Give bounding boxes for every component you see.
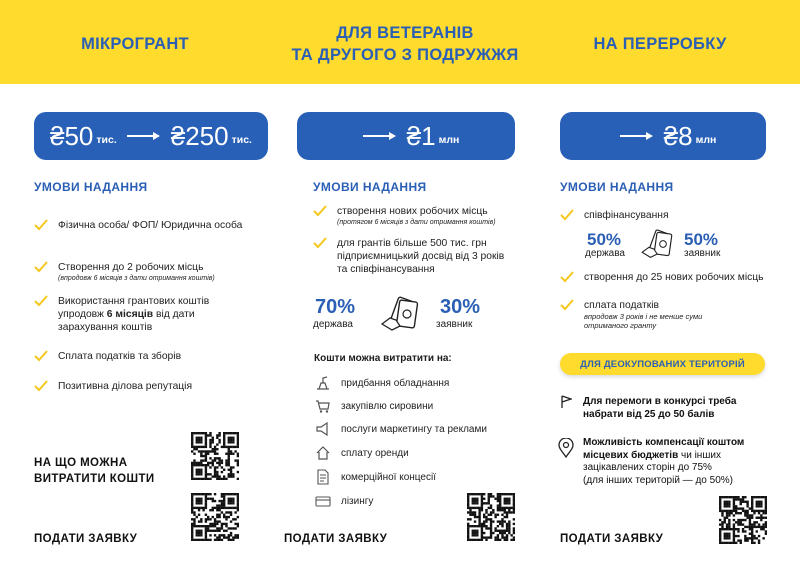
col3-item — [560, 209, 760, 222]
col2-spend-item — [315, 469, 436, 485]
col3-item — [560, 271, 770, 284]
col2-title-line1: ДЛЯ ВЕТЕРАНІВ — [336, 24, 474, 42]
col3-amount: ₴8 — [663, 120, 693, 151]
qr-code-apply-col3[interactable] — [719, 496, 767, 544]
check-icon — [34, 295, 48, 307]
col1-item-text: Створення до 2 робочих місць — [58, 262, 204, 273]
col2-title — [270, 22, 540, 66]
col1-spend-title — [34, 455, 155, 487]
col3-taxes-note: впродовж 3 років і не менше суми отриманого гранту — [584, 312, 703, 330]
col2-item-text: створення нових робочих місць — [337, 206, 488, 217]
col2-apply-link[interactable]: ПОДАТИ ЗАЯВКУ — [284, 533, 388, 545]
col1-item-text-c: від дати зарахування коштів — [58, 309, 195, 333]
col2-spend-title: Кошти можна витратити на: — [314, 353, 452, 364]
qr-code-apply-col2[interactable] — [467, 493, 515, 541]
col2-spend-item — [315, 493, 373, 509]
col2-spend-item — [315, 375, 449, 391]
qr-code-apply-col1[interactable] — [191, 493, 239, 541]
cart-icon — [315, 398, 331, 414]
col2-item-text: для грантів більше 500 тис. грн підприємницький досвід від 3 років та співфінансування — [337, 238, 505, 275]
col2-spend-item-text: придбання обладнання — [341, 377, 450, 389]
col1-item — [34, 261, 264, 283]
col1-item-text: Фізична особа/ ФОП/ Юридична особа — [58, 220, 243, 231]
col3-jobs: створення до 25 нових робочих місць — [584, 272, 764, 283]
col3-state-label: держава — [585, 248, 625, 259]
col1-item-text-b: 6 місяців — [106, 309, 154, 320]
col2-amount: ₴1 — [406, 120, 436, 151]
col2-spend-item-text: послуги маркетингу та реклами — [341, 423, 487, 435]
col1-amount-pill — [34, 112, 268, 160]
col1-item — [34, 380, 244, 393]
col1-item — [34, 219, 244, 232]
equipment-icon — [315, 375, 331, 391]
col2-spend-item — [315, 398, 433, 414]
col3-win-text: Для перемоги в конкурсі треба набрати від 25 до 50 балів — [583, 396, 737, 420]
col3-comp-rest: чи інших зацікавлених сторін до 75% — [583, 449, 721, 473]
money-hand-icon — [380, 296, 422, 332]
check-icon — [313, 237, 327, 249]
check-icon — [560, 299, 574, 311]
col3-title: НА ПЕРЕРОБКУ — [593, 35, 727, 53]
flag-icon — [560, 395, 572, 409]
col2-applicant-label: заявник — [436, 319, 473, 330]
col1-item-text: Сплата податків та зборів — [58, 351, 182, 362]
col2-item — [313, 205, 523, 227]
col2-amount-pill — [297, 112, 515, 160]
money-hand-icon — [640, 229, 676, 259]
col1-title: МІКРОГРАНТ — [81, 35, 189, 53]
document-icon — [315, 469, 331, 485]
col2-spend-item-text: закупівлю сировини — [341, 400, 434, 412]
col1-spend-title-line1: НА ЩО МОЖНА — [34, 457, 128, 469]
col3-comp-bold: Можливість компенсації коштом місцевих бюджетів — [583, 437, 745, 461]
col3-taxes: сплата податків — [584, 300, 659, 311]
col2-conditions-title: УМОВИ НАДАННЯ — [313, 180, 427, 194]
col2-spend-item — [315, 421, 487, 437]
arrow-right-icon — [363, 131, 397, 141]
col1-amount-from-unit: тис. — [96, 134, 117, 146]
col2-spend-item-text: сплату оренди — [341, 447, 409, 459]
qr-code-spend[interactable] — [191, 432, 239, 480]
check-icon — [560, 271, 574, 283]
col3-state-pct: 50% — [587, 230, 622, 249]
col3-cofinancing: співфінансування — [584, 210, 669, 221]
col3-comp-other: (для інших територій — до 50%) — [583, 474, 733, 486]
col2-spend-item-text: лізингу — [341, 495, 374, 507]
deoccupied-badge: ДЛЯ ДЕОКУПОВАНИХ ТЕРИТОРІЙ — [560, 353, 765, 375]
check-icon — [34, 261, 48, 273]
col1-item-text: Позитивна ділова репутація — [58, 381, 193, 392]
col2-amount-unit: млн — [438, 134, 460, 146]
col3-apply-link[interactable]: ПОДАТИ ЗАЯВКУ — [560, 533, 664, 545]
col2-state-pct: 70% — [315, 296, 356, 318]
col2-item-note: (протягом 6 місяців з дати отримання коштів) — [337, 219, 496, 226]
col3-conditions-title: УМОВИ НАДАННЯ — [560, 180, 674, 194]
house-icon — [315, 445, 331, 461]
col2-spend-item — [315, 445, 409, 461]
col2-item — [313, 237, 508, 276]
col1-amount-to-unit: тис. — [231, 134, 252, 146]
col2-spend-item-text: комерційної концесії — [341, 471, 436, 483]
col2-state-label: держава — [313, 319, 353, 330]
col1-spend-title-line2: ВИТРАТИТИ КОШТИ — [34, 473, 155, 485]
col2-title-line2: ТА ДРУГОГО З ПОДРУЖЖЯ — [291, 46, 519, 64]
col3-amount-unit: млн — [695, 134, 717, 146]
col3-compensation — [583, 437, 773, 487]
megaphone-icon — [315, 421, 331, 437]
check-icon — [34, 219, 48, 231]
col3-amount-pill — [560, 112, 766, 160]
arrow-right-icon — [127, 131, 161, 141]
check-icon — [34, 380, 48, 392]
col1-apply-link[interactable]: ПОДАТИ ЗАЯВКУ — [34, 533, 138, 545]
col1-item-note: (впродовж 6 місяців з дати отримання коштів) — [58, 275, 215, 282]
col1-conditions-title: УМОВИ НАДАННЯ — [34, 180, 148, 194]
col1-item — [34, 350, 244, 363]
check-icon — [34, 350, 48, 362]
check-icon — [313, 205, 327, 217]
col1-item — [34, 295, 244, 334]
col3-item — [560, 299, 735, 330]
col3-applicant-pct: 50% — [684, 230, 719, 249]
check-icon — [560, 209, 574, 221]
col1-item-text-a: Використання грантових коштів упродовж — [58, 296, 210, 320]
location-pin-icon — [558, 438, 574, 458]
card-icon — [315, 493, 331, 509]
col1-amount-from: ₴50 — [50, 120, 94, 151]
col3-applicant-label: заявник — [684, 248, 721, 259]
arrow-right-icon — [620, 131, 654, 141]
col2-applicant-pct: 30% — [440, 296, 481, 318]
col1-amount-to: ₴250 — [170, 120, 229, 151]
